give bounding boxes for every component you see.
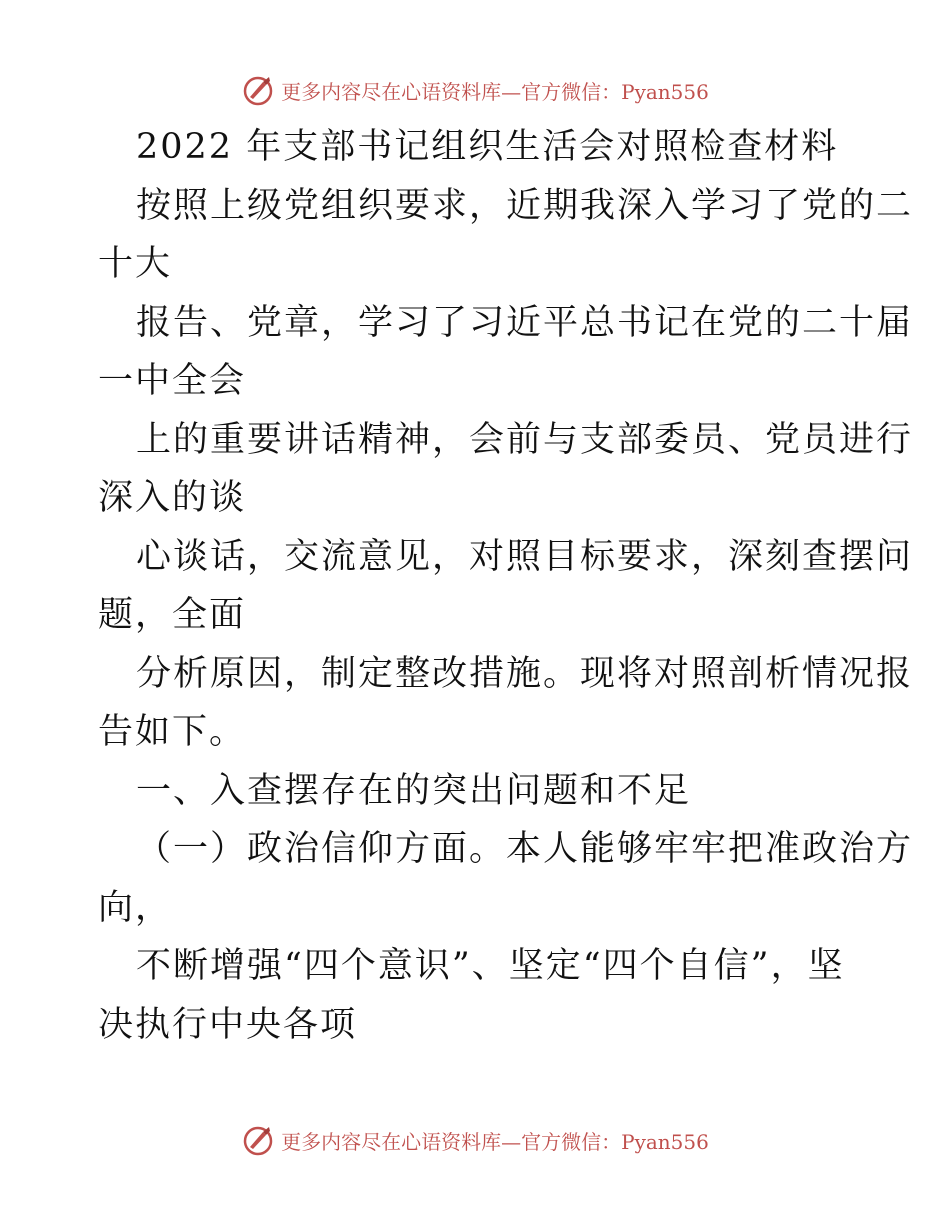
- text-line: 心谈话，交流意见，对照目标要求，深刻查摆问: [136, 536, 914, 577]
- text-line: 一中全会: [98, 361, 247, 401]
- text-line: 报告、党章，学习了习近平总书记在党的二十届: [136, 302, 914, 343]
- text-line: （一）政治信仰方面。本人能够牢牢把准政治方: [136, 829, 914, 869]
- quill-seal-icon: [241, 1123, 275, 1157]
- watermark-text: 更多内容尽在心语资料库—官方微信：Pyan556: [281, 1129, 709, 1154]
- watermark-text: 更多内容尽在心语资料库—官方微信：Pyan556: [281, 79, 709, 104]
- text-line: 告如下。: [98, 712, 247, 752]
- text-line: 按照上级党组织要求，近期我深入学习了党的二: [136, 185, 914, 226]
- text-line: 2022 年支部书记组织生活会对照检查材料: [136, 127, 839, 167]
- watermark-banner-bottom: [0, 1120, 950, 1160]
- text-line: 一、入查摆存在的突出问题和不足: [136, 770, 692, 811]
- text-line: 向，: [98, 887, 173, 928]
- text-line: 分析原因，制定整改措施。现将对照剖析情况报: [136, 653, 914, 694]
- text-line: 十大: [98, 244, 173, 284]
- text-line: 决执行中央各项: [98, 1004, 358, 1045]
- text-line: 深入的谈: [98, 478, 247, 518]
- text-line: 上的重要讲话精神，会前与支部委员、党员进行: [136, 419, 914, 460]
- text-line: 不断增强“四个意识”、坚定“四个自信”，坚: [136, 946, 845, 986]
- watermark-banner-top: [0, 70, 950, 110]
- document-body: [98, 118, 914, 1054]
- quill-seal-icon: [241, 73, 275, 107]
- text-line: 题，全面: [98, 595, 247, 635]
